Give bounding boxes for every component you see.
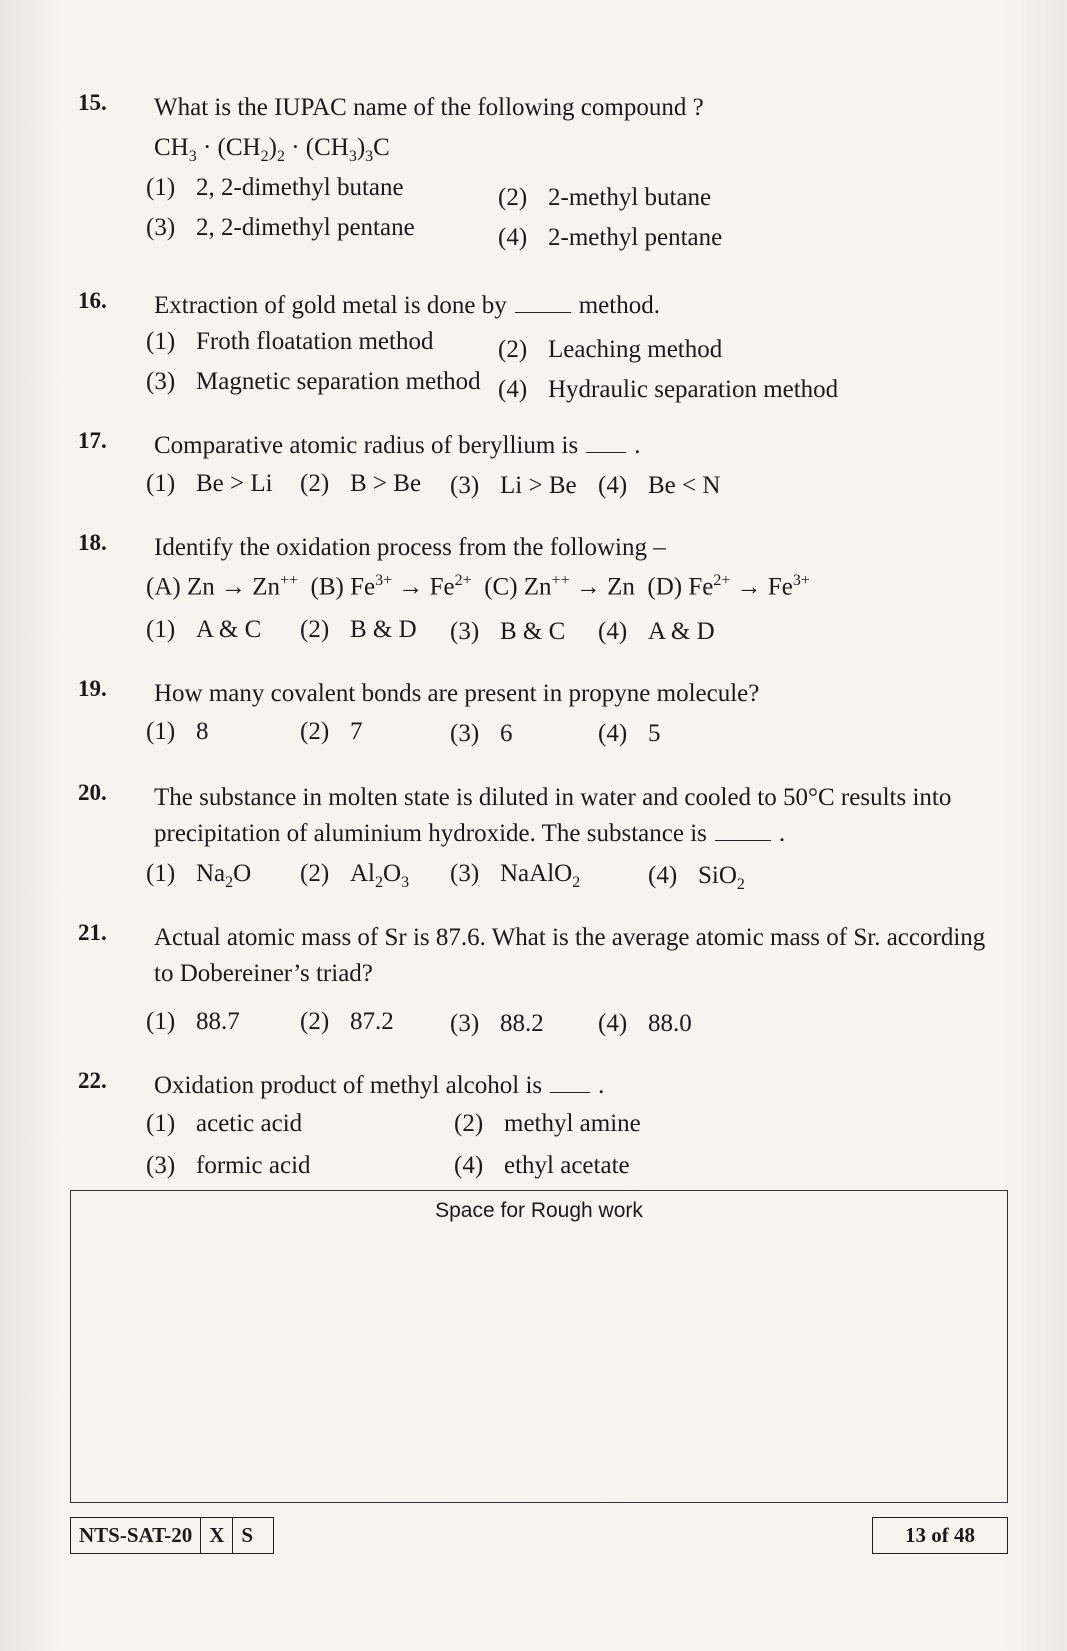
option-2[interactable]: (2) Leaching method [498, 336, 723, 363]
rough-work-box [70, 1190, 1008, 1503]
option-3[interactable]: (3) NaAlO$_2$ [450, 860, 581, 891]
option-3[interactable]: (3) B & C [450, 618, 566, 645]
question-text: Extraction of gold metal is done by method. [154, 292, 660, 319]
option-3[interactable]: (3) 88.2 [450, 1010, 544, 1037]
question-text: Oxidation product of methyl alcohol is . [154, 1072, 605, 1099]
question-number: 18. [78, 530, 107, 555]
option-4[interactable]: (4) Be < N [598, 472, 721, 499]
option-4[interactable]: (4) Hydraulic separation method [498, 376, 839, 403]
option-4[interactable]: (4) A & D [598, 618, 715, 645]
answer-blank [550, 1072, 590, 1093]
question-text: The substance in molten state is diluted in water and cooled to 50°C results into precipitation of aluminium hydroxide. The substance is . [154, 784, 952, 847]
question-text: Actual atomic mass of Sr is 87.6. What is the average atomic mass of Sr. according to Dobereiner’s triad? [154, 924, 986, 987]
paper-code-box [70, 1517, 274, 1554]
question-text: Comparative atomic radius of beryllium is . [154, 432, 641, 459]
question-text: What is the IUPAC name of the following compound ? [154, 94, 704, 121]
option-1[interactable]: (1) $Na_2O$ [146, 860, 252, 891]
option-2[interactable]: (2) 2-methyl butane [498, 184, 712, 211]
option-2[interactable]: (2) B > Be [300, 470, 422, 497]
question-text: Identify the oxidation process from the following – [154, 534, 666, 561]
option-2[interactable]: (2) $Al_2O_3$ [300, 860, 410, 891]
option-1[interactable]: (1) Be > Li [146, 470, 273, 497]
option-4[interactable]: (4) 88.0 [598, 1010, 692, 1037]
reaction-list: (A) Zn → Zn++ (B) $Fe^{3+} \to Fe^{2+}$ (C) Zn++ → Zn (D) $Fe^{2+} \to Fe^{3+}$ [146, 572, 810, 601]
question-number: 22. [78, 1068, 107, 1093]
question-number: 20. [78, 780, 107, 805]
answer-blank [586, 432, 626, 453]
option-1[interactable]: (1) A & C [146, 616, 262, 643]
option-1[interactable]: (1) 2, 2-dimethyl butane [146, 174, 404, 201]
page-number: 13 of 48 [872, 1517, 1008, 1554]
question-number: 16. [78, 288, 107, 313]
option-3[interactable]: (3) 6 [450, 720, 513, 747]
question-text: How many covalent bonds are present in propyne molecule? [154, 680, 760, 707]
rough-work-label: Space for Rough work [435, 1199, 643, 1222]
option-1[interactable]: (1) acetic acid [146, 1110, 303, 1137]
option-3[interactable]: (3) formic acid [146, 1152, 311, 1179]
option-3[interactable]: (3) Li > Be [450, 472, 577, 499]
option-2[interactable]: (2) methyl amine [454, 1110, 641, 1137]
question-number: 19. [78, 676, 107, 701]
option-3[interactable]: (3) 2, 2-dimethyl pentane [146, 214, 415, 241]
option-2[interactable]: (2) B & D [300, 616, 417, 643]
answer-blank [515, 292, 571, 313]
option-4[interactable]: (4) ethyl acetate [454, 1152, 630, 1179]
option-2[interactable]: (2) 87.2 [300, 1008, 394, 1035]
question-number: 21. [78, 920, 107, 945]
paper-code: NTS-SAT-20 [71, 1518, 201, 1553]
option-4[interactable]: (4) SiO$_2$ [648, 862, 745, 893]
question-number: 15. [78, 90, 107, 115]
question-number: 17. [78, 428, 107, 453]
option-1[interactable]: (1) 88.7 [146, 1008, 240, 1035]
compound-formula: $CH_3 \cdot (CH_2)_2 \cdot (CH_3)_3C$ [154, 134, 390, 165]
option-4[interactable]: (4) 5 [598, 720, 661, 747]
option-4[interactable]: (4) 2-methyl pentane [498, 224, 723, 251]
answer-blank [715, 820, 771, 841]
paper-standard: X [201, 1518, 233, 1553]
paper-section: S [241, 1523, 254, 1547]
option-2[interactable]: (2) 7 [300, 718, 363, 745]
option-1[interactable]: (1) Froth floatation method [146, 328, 434, 355]
option-1[interactable]: (1) 8 [146, 718, 209, 745]
option-3[interactable]: (3) Magnetic separation method [146, 368, 481, 395]
